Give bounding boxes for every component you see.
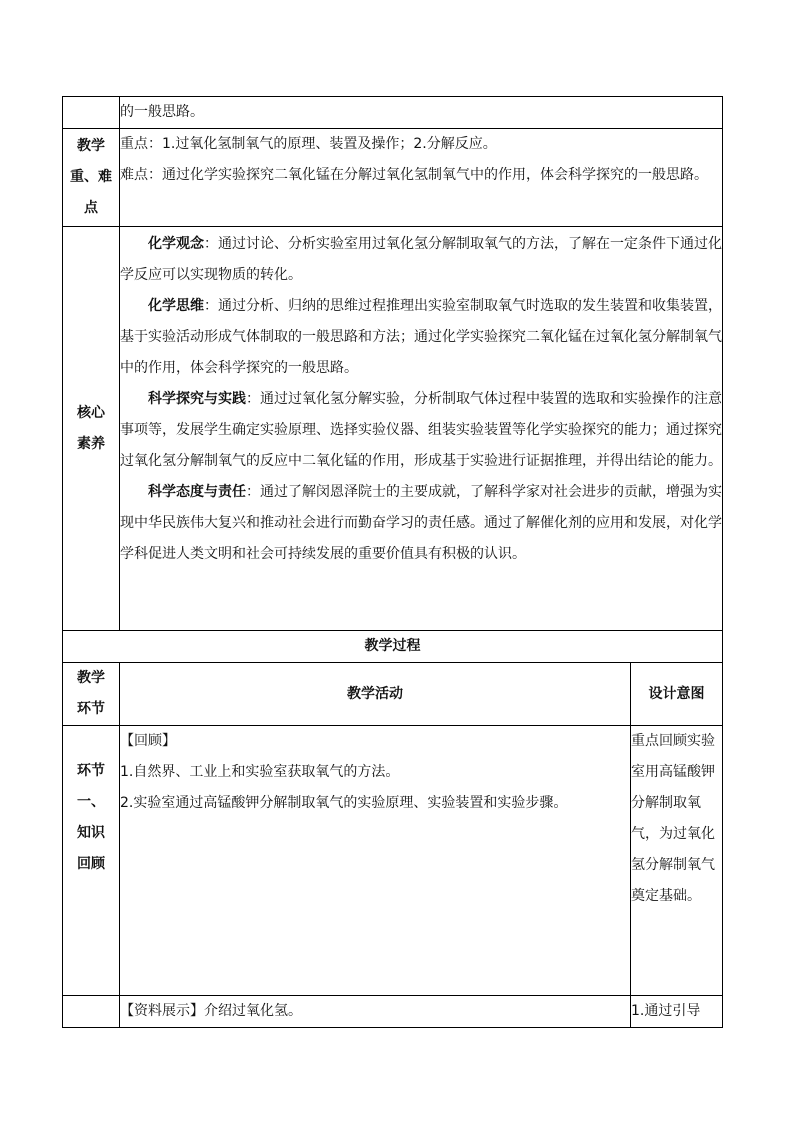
row-process-title bbox=[63, 631, 723, 663]
label-line: 环节 bbox=[77, 763, 105, 779]
literacy-body: ：通过分析、归纳的思维过程推理出实验室制取氧气时选取的发生装置和收集装置，基于实验活动形成气体制取的一般思路和方法；通过化学实验探究二氧化锰在过氧化氢分解制氧气中的作用，体会科学探究的一般思路。 bbox=[120, 298, 722, 376]
literacy-title: 化学思维 bbox=[148, 298, 204, 314]
process-title: 教学过程 bbox=[63, 631, 723, 663]
label-line: 核心 bbox=[77, 404, 105, 421]
literacy-title: 化学观念 bbox=[148, 236, 204, 252]
label-line: 重、难 bbox=[70, 169, 112, 185]
stage-1-activity bbox=[120, 726, 631, 996]
row-continuation bbox=[63, 97, 723, 129]
header-stage bbox=[63, 663, 120, 726]
label-line: 素养 bbox=[77, 435, 105, 452]
literacy-item bbox=[120, 477, 722, 570]
literacy-item bbox=[120, 229, 722, 291]
row-key-difficult bbox=[63, 129, 723, 227]
label-line: 一、 bbox=[77, 794, 105, 810]
activity-heading: 【回顾】 bbox=[120, 733, 176, 749]
row-process-header bbox=[63, 663, 723, 726]
literacy-title: 科学探究与实践 bbox=[148, 391, 246, 407]
row-core-literacy bbox=[63, 227, 723, 631]
key-difficult-content bbox=[120, 129, 723, 227]
lesson-plan-table bbox=[62, 96, 723, 1028]
label-line: 教学 bbox=[77, 670, 105, 686]
key-difficult-label bbox=[63, 129, 120, 227]
stage-2-label bbox=[63, 996, 120, 1028]
label-line: 知识 bbox=[77, 825, 105, 841]
label-line: 点 bbox=[84, 200, 98, 216]
stage-1-intent: 重点回顾实验室用高锰酸钾分解制取氧气，为过氧化氢分解制氧气奠定基础。 bbox=[631, 726, 723, 996]
continuation-label-cell bbox=[63, 97, 120, 129]
stage-2-intent: 1.通过引导 bbox=[631, 996, 723, 1028]
continuation-text: 的一般思路。 bbox=[120, 97, 723, 129]
core-literacy-label bbox=[63, 227, 120, 631]
label-line: 回顾 bbox=[77, 856, 105, 872]
literacy-body: ：通过讨论、分析实验室用过氧化氢分解制取氧气的方法，了解在一定条件下通过化学反应可以实现物质的转化。 bbox=[120, 236, 722, 283]
activity-item: 2.实验室通过高锰酸钾分解制取氧气的实验原理、实验装置和实验步骤。 bbox=[120, 795, 568, 811]
difficult-point: 难点：通过化学实验探究二氧化锰在分解过氧化氢制氧气中的作用，体会科学探究的一般思路。 bbox=[120, 167, 708, 183]
literacy-item bbox=[120, 291, 722, 384]
label-line: 环节 bbox=[77, 701, 105, 717]
literacy-body: ：通过过氧化氢分解实验，分析制取气体过程中装置的选取和实验操作的注意事项等，发展学生确定实验原理、选择实验仪器、组装实验装置等化学实验探究的能力；通过探究过氧化氢分解制氧气的反应中二氧化锰的作用，形成基于实验进行证据推理，并得出结论的能力。 bbox=[120, 391, 722, 469]
header-activity: 教学活动 bbox=[120, 663, 631, 726]
header-intent: 设计意图 bbox=[631, 663, 723, 726]
core-literacy-content bbox=[120, 227, 723, 631]
literacy-title: 科学态度与责任 bbox=[148, 484, 246, 500]
row-stage-1 bbox=[63, 726, 723, 996]
label-line: 教学 bbox=[77, 138, 105, 154]
activity-item: 1.自然界、工业上和实验室获取氧气的方法。 bbox=[120, 764, 400, 780]
literacy-item bbox=[120, 384, 722, 477]
row-stage-2 bbox=[63, 996, 723, 1028]
stage-2-activity: 【资料展示】介绍过氧化氢。 bbox=[120, 996, 631, 1028]
stage-1-label bbox=[63, 726, 120, 996]
literacy-body: ：通过了解闵恩泽院士的主要成就，了解科学家对社会进步的贡献，增强为实现中华民族伟大复兴和推动社会进行而勤奋学习的责任感。通过了解催化剂的应用和发展，对化学学科促进人类文明和社会可持续发展的重要价值具有积极的认识。 bbox=[120, 484, 722, 562]
key-point: 重点：1.过氧化氢制氧气的原理、装置及操作；2.分解反应。 bbox=[120, 136, 497, 152]
